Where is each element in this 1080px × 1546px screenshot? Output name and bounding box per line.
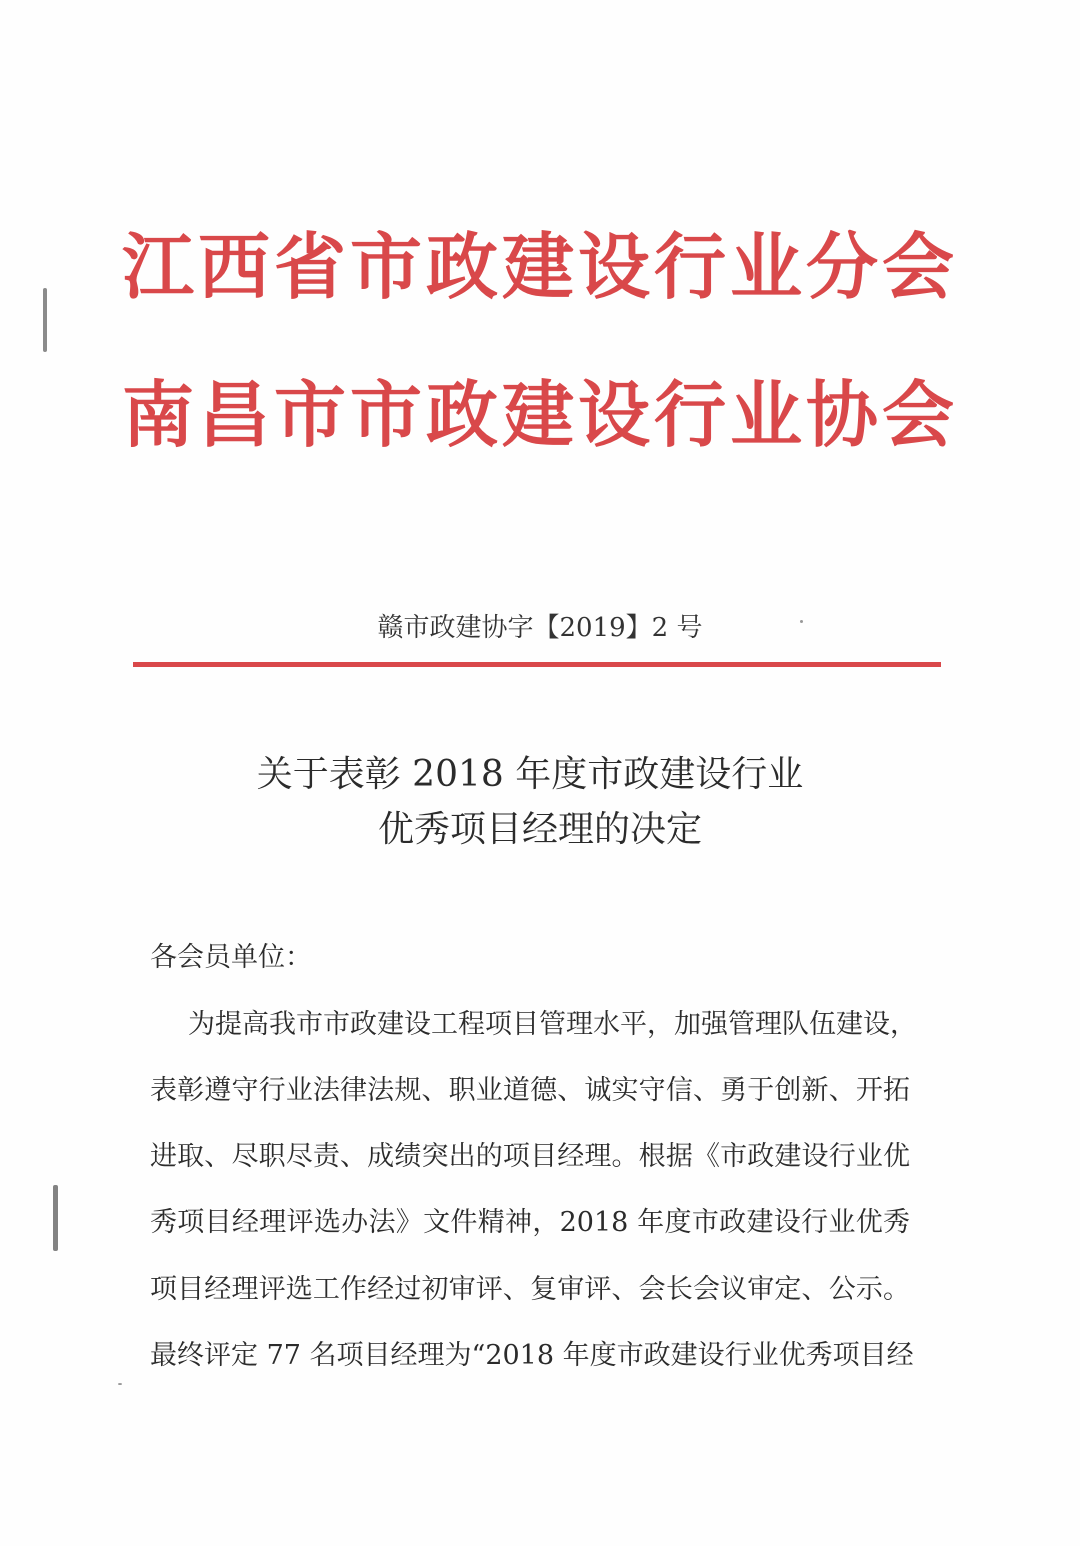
document-title-line-2: 优秀项目经理的决定 (377, 809, 702, 850)
document-title-line-1: 关于表彰 2018 年度市政建设行业 (256, 754, 804, 795)
scan-speck (800, 620, 803, 623)
salutation: 各会员单位： (150, 942, 312, 973)
red-divider-line (133, 662, 941, 667)
document-number: 赣市政建协字【2019】2 号 (377, 613, 703, 643)
body-paragraph-line: 项目经理评选工作经过初审评、复审评、会长会议审定、公示。 (150, 1274, 910, 1305)
issuer-name-1: 江西省市政建设行业分会 (121, 224, 958, 309)
body-paragraph-line: 最终评定 77 名项目经理为“2018 年度市政建设行业优秀项目经 (150, 1340, 914, 1371)
binding-hole-mark (43, 288, 47, 352)
body-paragraph-line: 表彰遵守行业法律法规、职业道德、诚实守信、勇于创新、开拓 (150, 1075, 910, 1106)
body-paragraph-line: 为提高我市市政建设工程项目管理水平，加强管理队伍建设， (188, 1009, 917, 1040)
body-paragraph-line: 进取、尽职尽责、成绩突出的项目经理。根据《市政建设行业优 (150, 1141, 910, 1172)
scan-speck (118, 1383, 122, 1385)
body-paragraph-line: 秀项目经理评选办法》文件精神，2018 年度市政建设行业优秀 (150, 1207, 910, 1238)
binding-hole-mark (53, 1185, 58, 1251)
issuer-name-2: 南昌市市政建设行业协会 (121, 372, 958, 457)
